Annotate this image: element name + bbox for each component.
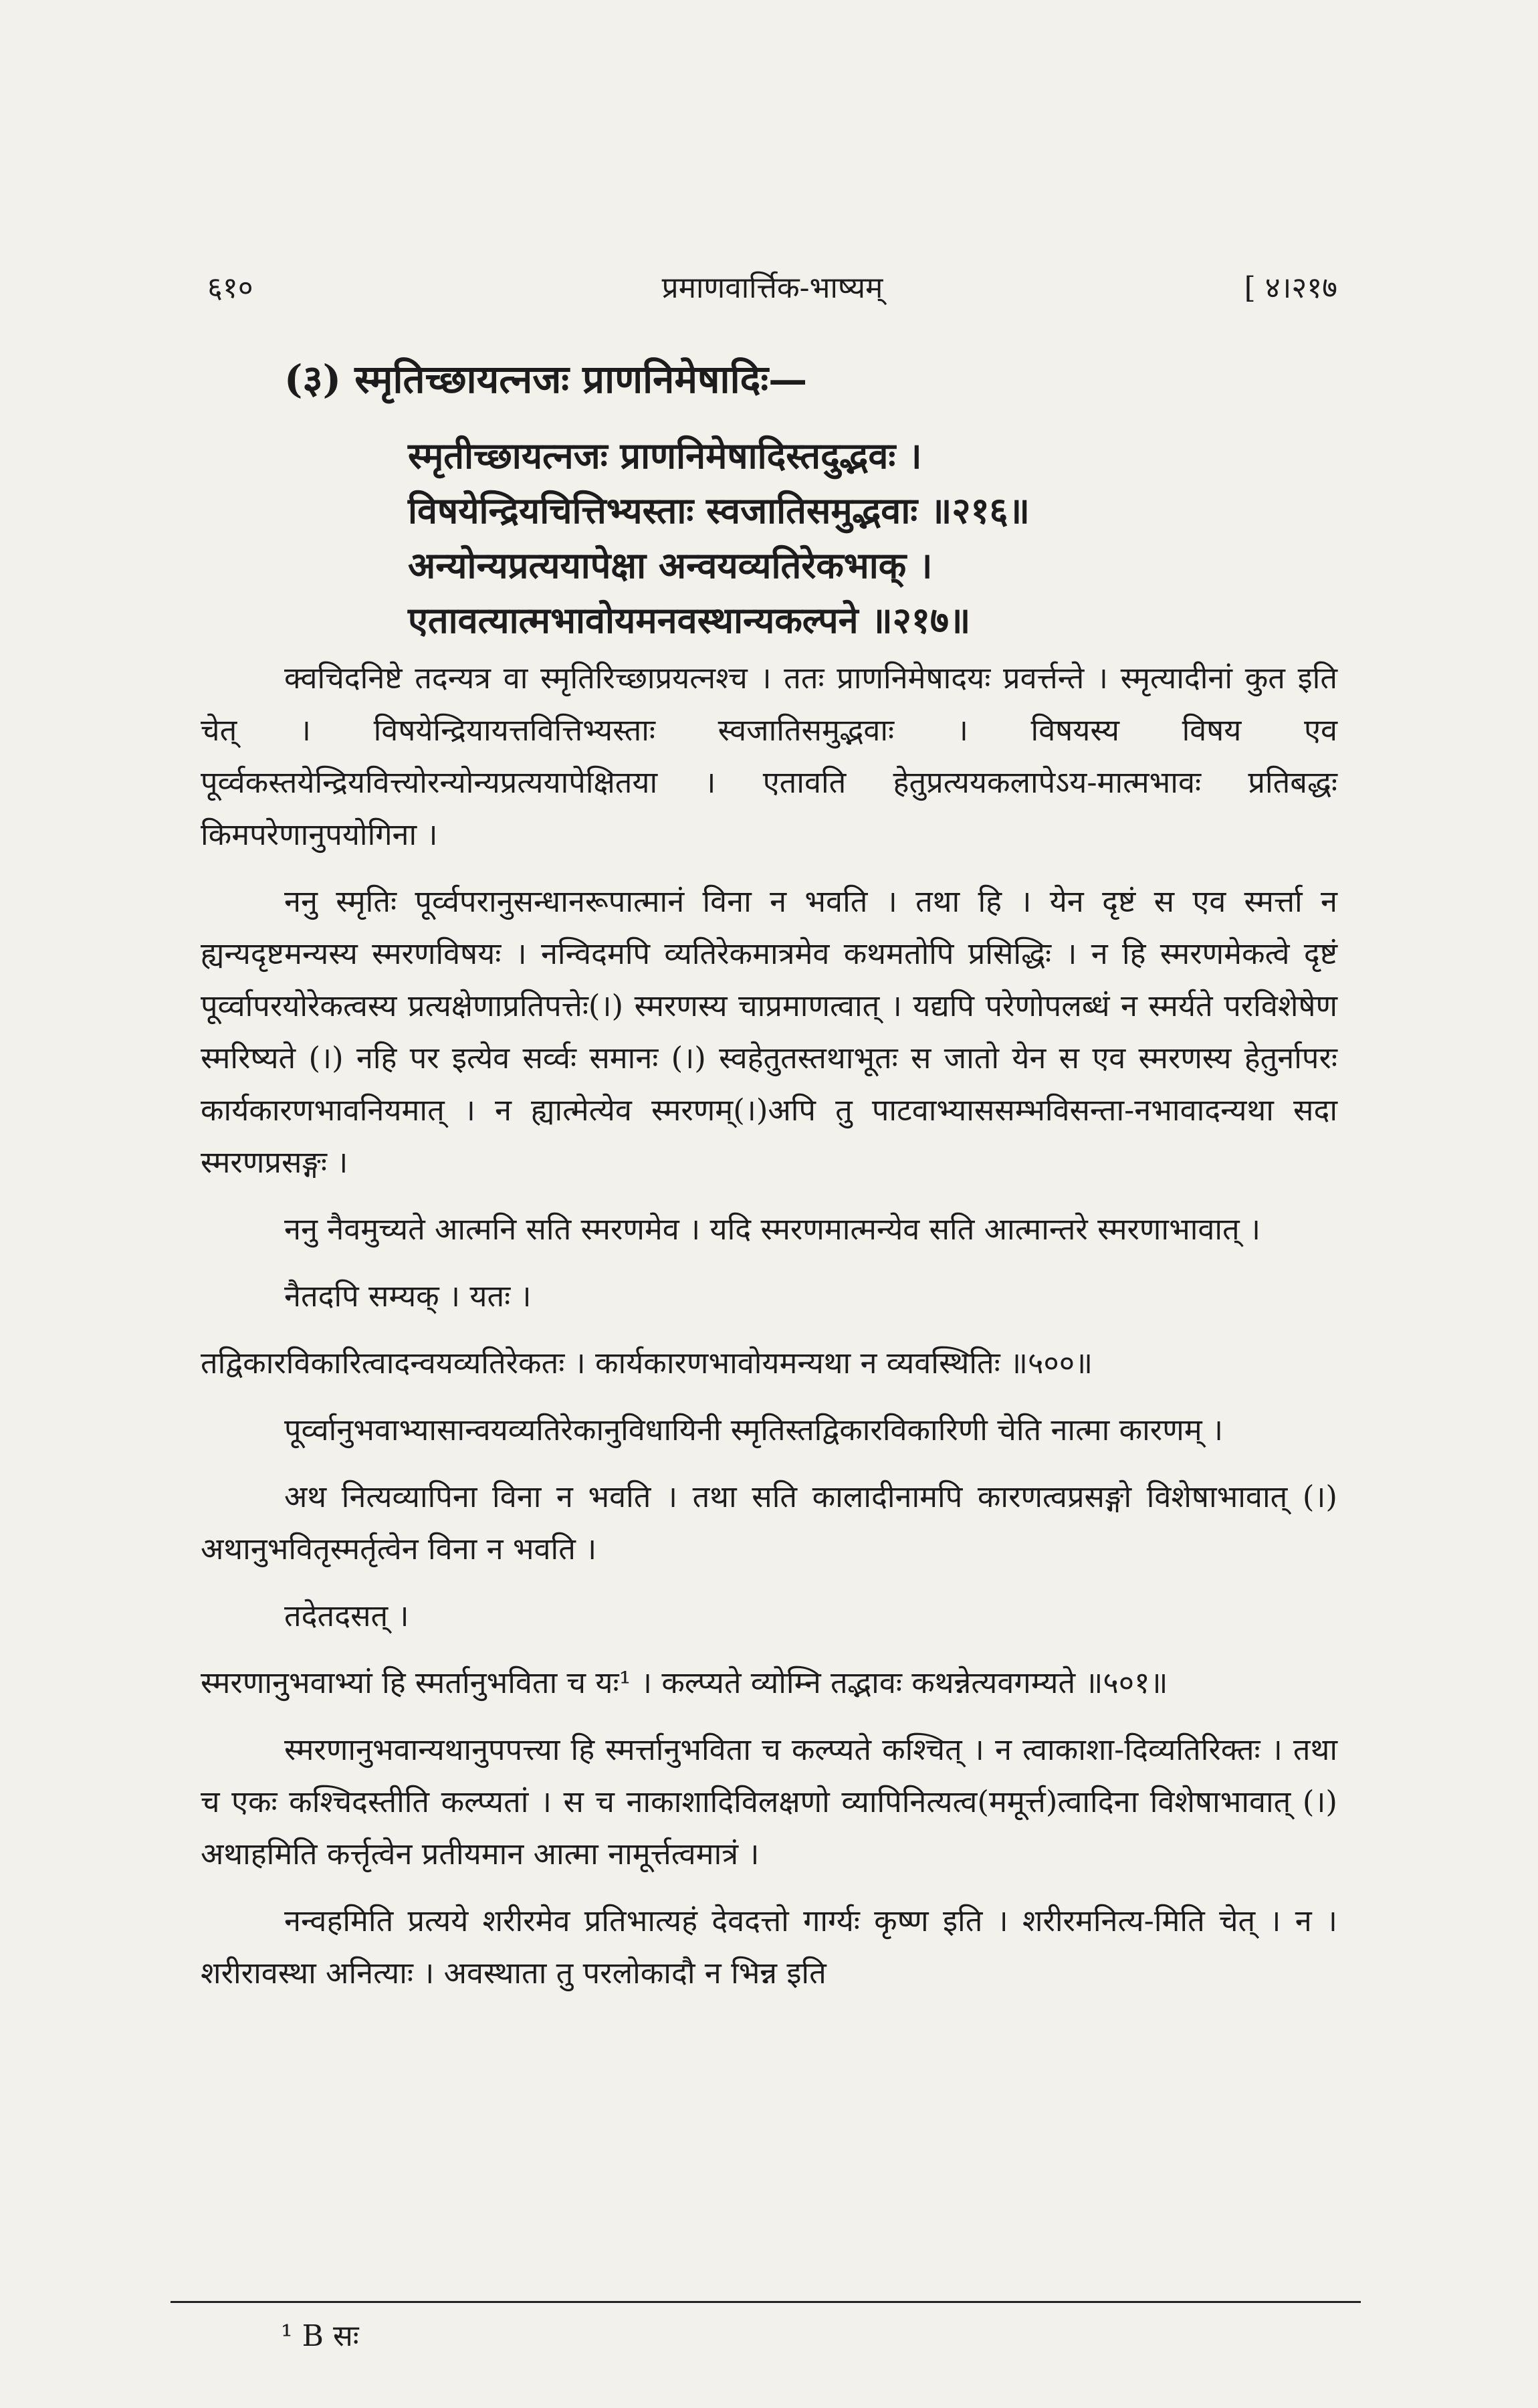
verse-line: स्मृतीच्छायत्नजः प्राणनिमेषादिस्तदुद्भवः ।	[408, 434, 922, 477]
commentary-paragraph: नन्वहमिति प्रत्यये शरीरमेव प्रतिभात्यहं देवदत्तो गार्ग्यः कृष्ण इति । शरीरमनित्य-मिति चेत् । न । शरीरावस्था अनित्याः । अवस्थाता तु परलोकादौ न भिन्न इति	[201, 1903, 1337, 1991]
footnote: ¹ B सः	[281, 2319, 359, 2353]
section-heading: (३) स्मृतिच्छायत्नजः प्राणनिमेषादिः—	[284, 357, 808, 402]
verse-block	[408, 428, 1344, 647]
commentary-body	[201, 652, 1337, 1999]
running-title: प्रमाणवार्त्तिक-भाष्यम्	[661, 271, 883, 305]
commentary-paragraph: ननु नैवमुच्यते आत्मनि सति स्मरणमेव । यदि स्मरणमात्मन्येव सति आत्मान्तरे स्मरणाभावात् ।	[284, 1211, 1261, 1247]
verse-line: एतावत्यात्मभावोयमनवस्थान्यकल्पने ॥२१७॥	[408, 599, 971, 641]
footnote-divider	[171, 2301, 1361, 2303]
karika-verse: तद्विकारविकारित्वादन्वयव्यतिरेकतः । कार्यकारणभावोयमन्यथा न व्यवस्थितिः ॥५००॥	[201, 1345, 1093, 1381]
commentary-paragraph: नैतदपि सम्यक् । यतः ।	[284, 1278, 532, 1314]
commentary-paragraph: ननु स्मृतिः पूर्व्वपरानुसन्धानरूपात्मानं विना न भवति । तथा हि । येन दृष्टं स एव स्मर्त्ता न ह्यन्यदृष्टमन्यस्य स्मरणविषयः । नन्विदमपि व्यतिरेकमात्रमेव कथमतोपि प्रसिद्धिः । न हि स्मरणमेकत्वे दृष्टं पूर्व्वापरयोरेकत्वस्य प्रत्यक्षेणाप्रतिपत्तेः(।) स्मरणस्य चाप्रमाणत्वात् । यद्यपि परेणोपलब्धं न स्मर्यते परविशेषेण स्मरिष्यते (।) नहि पर इत्येव सर्व्वः समानः (।) स्वहेतुतस्तथाभूतः स जातो येन स एव स्मरणस्य हेतुर्नापरः कार्यकारणभावनियमात् । न ह्यात्मेत्येव स्मरणम्(।)अपि तु पाटवाभ्याससम्भविसन्ता-नभावादन्यथा सदा स्मरणप्रसङ्गः ।	[201, 884, 1337, 1180]
commentary-paragraph: पूर्व्वानुभवाभ्यासान्वयव्यतिरेकानुविधायिनी स्मृतिस्तद्विकारविकारिणी चेति नात्मा कारणम् ।	[284, 1412, 1224, 1447]
karika-verse: स्मरणानुभवाभ्यां हि स्मर्तानुभविता च यः¹ । कल्प्यते व्योम्नि तद्भावः कथन्नेत्यवगम्यते ॥५०१॥	[201, 1665, 1168, 1700]
commentary-paragraph: अथ नित्यव्यापिना विना न भवति । तथा सति कालादीनामपि कारणत्वप्रसङ्गो विशेषाभावात् (।) अथानुभवितृस्मर्तृत्वेन विना न भवति ।	[201, 1479, 1337, 1567]
verse-line: अन्योन्यप्रत्ययापेक्षा अन्वयव्यतिरेकभाक् ।	[408, 544, 933, 587]
running-header	[207, 266, 1337, 320]
verse-line: विषयेन्द्रियचित्तिभ्यस्ताः स्वजातिसमुद्भवाः ॥२१६॥	[408, 489, 1030, 532]
commentary-paragraph: क्वचिदनिष्टे तदन्यत्र वा स्मृतिरिच्छाप्रयत्नश्च । ततः प्राणनिमेषादयः प्रवर्त्तन्ते । स्मृत्यादीनां कुत इति चेत् । विषयेन्द्रियायत्तवित्तिभ्यस्ताः स्वजातिसमुद्भवाः । विषयस्य विषय एव पूर्व्वकस्तयेन्द्रियवित्त्योरन्योन्यप्रत्ययापेक्षितया । एतावति हेतुप्रत्ययकलापेऽय-मात्मभावः प्रतिबद्धः किमपरेणानुपयोगिना ।	[201, 660, 1337, 852]
page-number: ६१०	[207, 271, 253, 305]
commentary-paragraph: तदेतदसत् ।	[284, 1598, 409, 1633]
commentary-paragraph: स्मरणानुभवान्यथानुपपत्त्या हि स्मर्त्तानुभविता च कल्प्यते कश्चित् । न त्वाकाशा-दिव्यतिरिक्तः । तथा च एकः कश्चिदस्तीति कल्प्यतां । स च नाकाशादिविलक्षणो व्यापिनित्यत्व(ममूर्त्त)त्वादिना विशेषाभावात् (।) अथाहमिति कर्त्तृत्वेन प्रतीयमान आत्मा नामूर्त्तत्वमात्रं ।	[201, 1732, 1337, 1872]
section-reference: [ ४।२१७	[1244, 271, 1337, 305]
